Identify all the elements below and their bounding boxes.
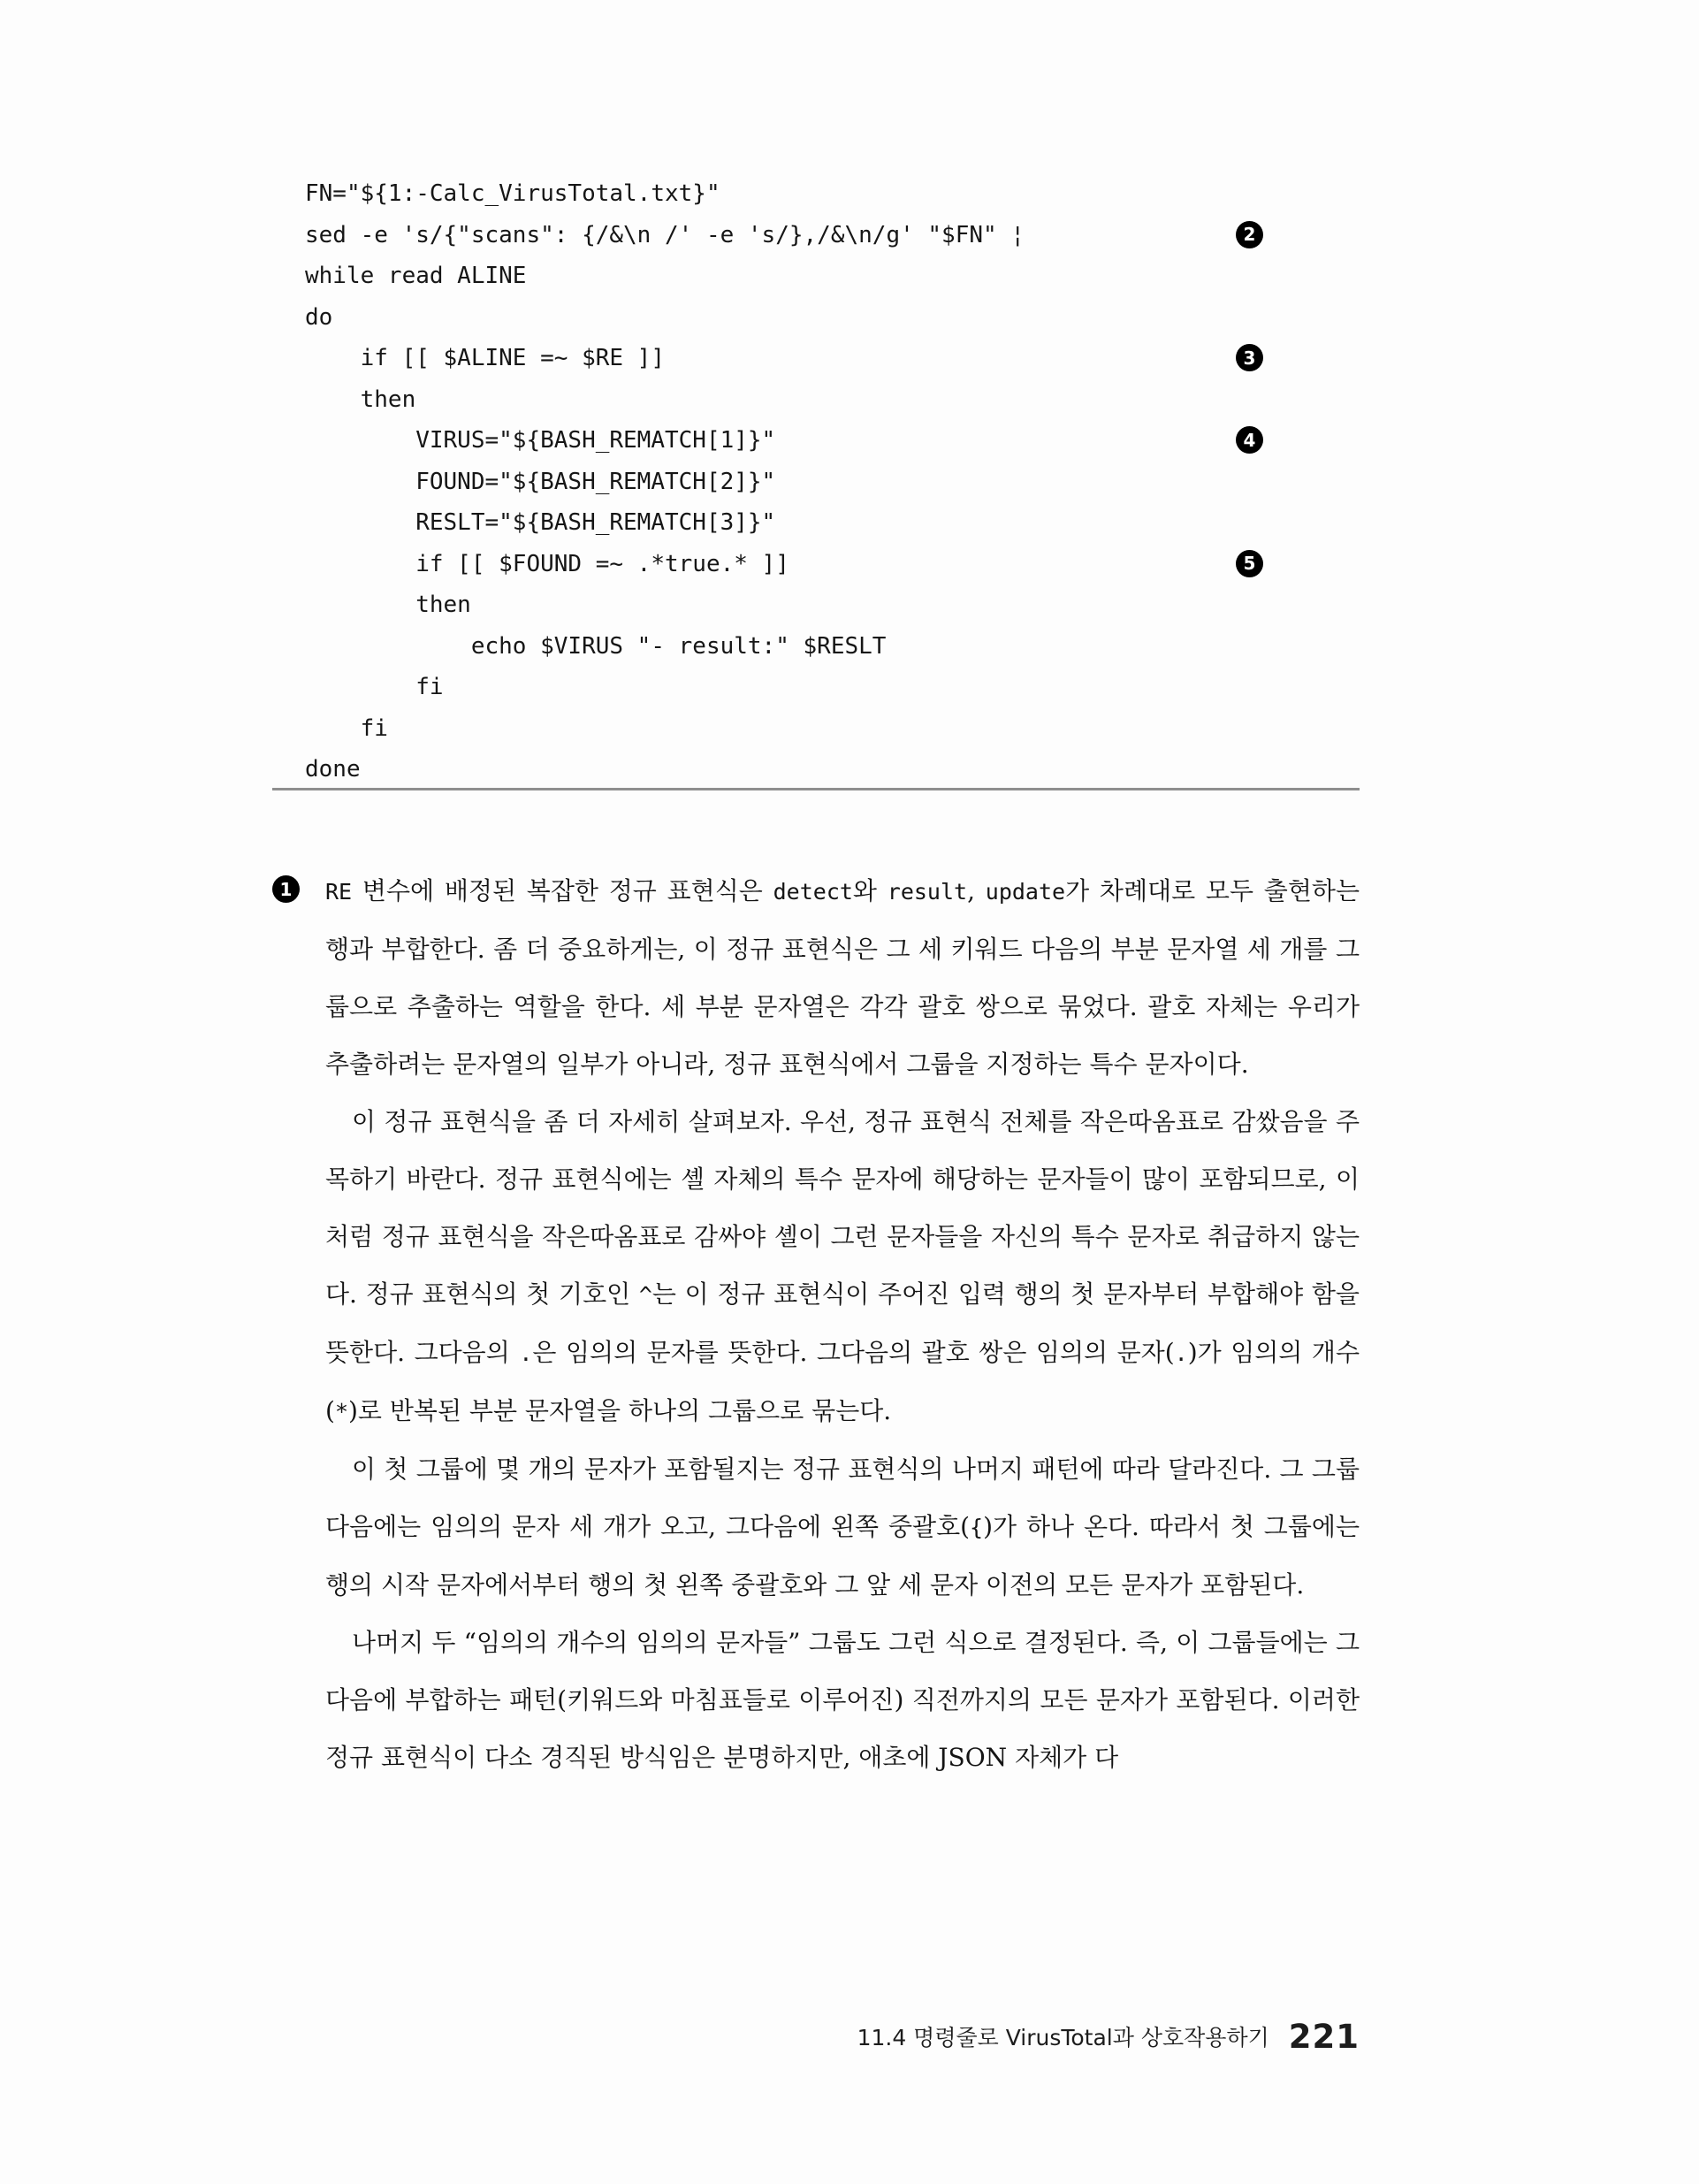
text-run: 은 임의의 문자를 뜻한다. 그다음의 괄호 쌍은 임의의 문자(	[532, 1338, 1175, 1367]
text-run: 이 첫 그룹에 몇 개의 문자가 포함될지는 정규 표현식의 나머지 패턴에 따라 달라진다. 그 그룹 다음에는 임의의 문자 세 개가 오고, 그다음에 왼쪽 중괄호(	[325, 1455, 1360, 1541]
callout-2-marker: 2	[1236, 221, 1263, 248]
inline-code: {	[970, 1515, 984, 1540]
text-run: )로 반복된 부분 문자열을 하나의 그룹으로 묶는다.	[348, 1396, 892, 1425]
text-run: 가 차례대로 모두 출현하는 행과 부합한다. 좀 더 중요하게는, 이 정규 표현식은 그 세 키워드 다음의 부분 문자열 세 개를 그룹으로 추출하는 역할을 한다. 세 부분 문자열은 각각 괄호 쌍으로 묶었다. 괄호 자체는 우리가 추출하려는 문자열의 일부가 아니라, 정규 표현식에서 그룹을 지정하는 특수 문자이다.	[325, 876, 1360, 1079]
code-line	[305, 173, 1410, 215]
code-text: then	[305, 592, 471, 618]
code-text: if [[ $FOUND =~ .*true.* ]]	[305, 550, 789, 577]
paragraph-3	[325, 1440, 1360, 1614]
code-text: while read ALINE	[305, 263, 527, 289]
inline-code: result	[887, 879, 968, 905]
inline-code: *	[334, 1399, 348, 1424]
callout-1-marker: 1	[272, 875, 300, 903]
code-line	[305, 297, 1410, 339]
annotation-paragraphs	[325, 862, 1360, 1786]
callout-5-marker: 5	[1236, 550, 1263, 577]
page-footer	[272, 2018, 1360, 2056]
code-text: VIRUS="${BASH_REMATCH[1]}"	[305, 427, 776, 454]
code-line	[305, 708, 1410, 750]
code-line	[305, 584, 1410, 626]
inline-code: .	[519, 1340, 533, 1366]
code-text: do	[305, 303, 333, 331]
code-line	[305, 215, 1410, 256]
footer-section-title: 11.4 명령줄로 VirusTotal과 상호작용하기	[857, 2025, 1269, 2050]
code-line	[305, 626, 1410, 668]
text-run: 나머지 두 “임의의 개수의 임의의 문자들” 그룹도 그런 식으로 결정된다. 즉, 이 그룹들에는 그다음에 부합하는 패턴(키워드와 마침표들로 이루어진) 직전까지의 모든 문자가 포함된다. 이러한 정규 표현식이 다소 경직된 방식임은 분명하지만, 애초에 JSON 자체가 다	[325, 1628, 1360, 1772]
code-text: RESLT="${BASH_REMATCH[3]}"	[305, 509, 776, 536]
code-line	[305, 379, 1410, 421]
inline-code: RE	[325, 879, 353, 905]
code-text: sed -e 's/{"scans": {/&\n /' -e 's/},/&\n/g' "$FN" ¦	[305, 221, 1025, 248]
code-line	[305, 462, 1410, 503]
paragraph-4	[325, 1614, 1360, 1786]
code-line	[305, 420, 1410, 462]
annotation-block	[279, 862, 1360, 1786]
code-line	[305, 667, 1410, 708]
text-run: 이 정규 표현식을 좀 더 자세히 살펴보자. 우선, 정규 표현식 전체를 작은따옴표로 감쌌음을 주목하기 바란다. 정규 표현식에는 셸 자체의 특수 문자에 해당하는 문자들이 많이 포함되므로, 이처럼 정규 표현식을 작은따옴표로 감싸야 셸이 그런 문자들을 자신의 특수 문자로 취급하지 않는다. 정규 표현식의 첫 기호인	[325, 1107, 1360, 1309]
code-text: echo $VIRUS "- result:" $RESLT	[305, 632, 887, 660]
callout-4-marker: 4	[1236, 426, 1263, 454]
inline-code: .	[1174, 1340, 1188, 1366]
paragraph-1	[325, 862, 1360, 1093]
code-text: fi	[305, 714, 388, 742]
code-text: fi	[305, 674, 444, 700]
code-text: if [[ $ALINE =~ $RE ]]	[305, 345, 665, 371]
paragraph-2	[325, 1093, 1360, 1440]
code-line	[305, 749, 1410, 790]
section-divider	[272, 788, 1360, 790]
inline-code: ^	[638, 1282, 652, 1308]
inline-code: update	[985, 879, 1066, 905]
code-line	[305, 256, 1410, 297]
text-run: 는 이 정규 표현식이 주어진 입력 행의 첫 문자부터 부합해야 함을 뜻한다. 그다음의	[325, 1279, 1360, 1367]
text-run: 와	[852, 876, 888, 905]
code-line	[305, 502, 1410, 544]
text-run: )가 임의의 개수(	[325, 1338, 1360, 1425]
code-line	[305, 338, 1410, 379]
code-text: FOUND="${BASH_REMATCH[2]}"	[305, 468, 776, 495]
code-line	[305, 544, 1410, 585]
code-text: FN="${1:-Calc_VirusTotal.txt}"	[305, 180, 720, 207]
code-text: done	[305, 756, 361, 783]
text-run: )가 하나 온다. 따라서 첫 그룹에는 행의 시작 문자에서부터 행의 첫 왼쪽 중괄호와 그 앞 세 문자 이전의 모든 문자가 포함된다.	[325, 1512, 1360, 1600]
page-number: 221	[1288, 2018, 1360, 2056]
text-run: ,	[967, 876, 986, 905]
text-run: 변수에 배정된 복잡한 정규 표현식은	[352, 876, 773, 905]
inline-code: detect	[773, 879, 853, 905]
code-listing	[305, 173, 1410, 790]
code-text: then	[305, 386, 416, 413]
callout-3-marker: 3	[1236, 344, 1263, 371]
